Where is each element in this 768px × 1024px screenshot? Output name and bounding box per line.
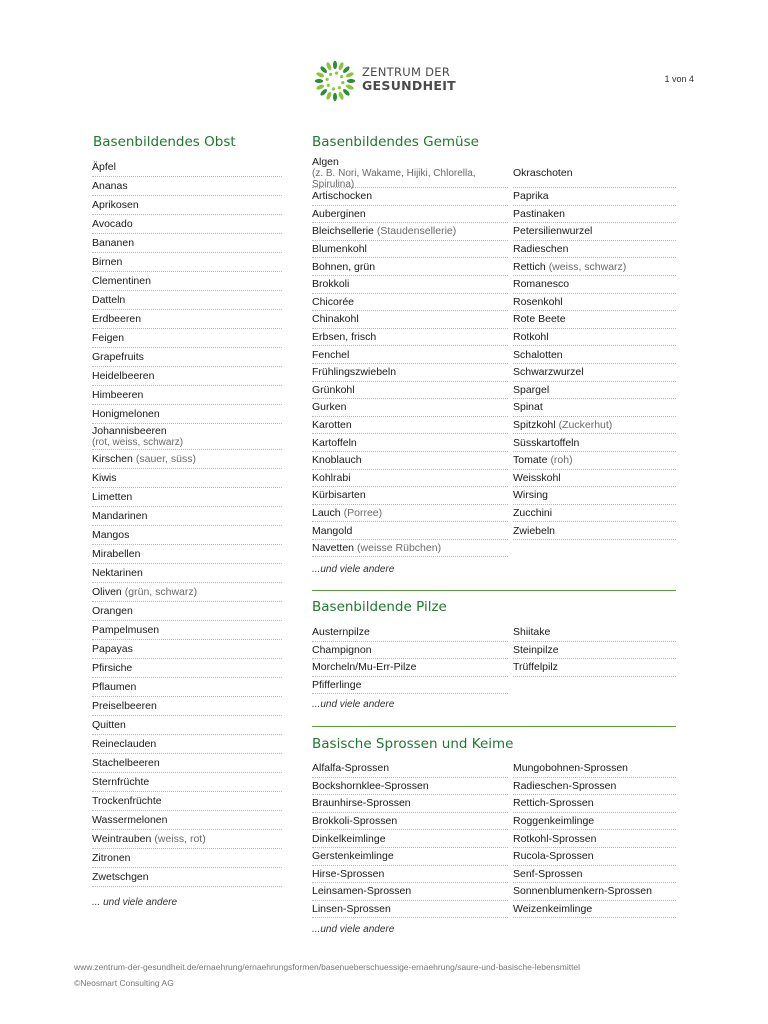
list-item bbox=[92, 583, 282, 602]
item-name: Bohnen, grün bbox=[312, 260, 376, 273]
list-item bbox=[513, 778, 676, 796]
logo-leaf bbox=[345, 84, 354, 91]
list-item bbox=[513, 813, 676, 831]
item-name: Datteln bbox=[92, 294, 126, 306]
item-name: Oliven bbox=[92, 586, 122, 598]
list-item bbox=[312, 452, 508, 470]
logo-leaf bbox=[345, 71, 354, 78]
item-name: Rotkohl-Sprossen bbox=[513, 832, 597, 845]
list-item bbox=[513, 642, 676, 660]
item-name: Limetten bbox=[92, 491, 133, 503]
list-item bbox=[513, 505, 676, 523]
list-item bbox=[312, 642, 508, 660]
item-note: (sauer, süss) bbox=[135, 453, 196, 465]
list-item bbox=[92, 291, 282, 310]
list-item bbox=[312, 795, 508, 813]
item-name: Clementinen bbox=[92, 275, 151, 287]
gemuese-list-right bbox=[513, 160, 676, 540]
sprossen-more: ...und viele andere bbox=[312, 924, 395, 935]
list-item bbox=[513, 276, 676, 294]
list-item bbox=[312, 866, 508, 884]
list-item bbox=[92, 450, 282, 469]
item-name: Stachelbeeren bbox=[92, 757, 160, 769]
logo-dot bbox=[327, 84, 330, 87]
item-name: Zwetschgen bbox=[92, 871, 149, 883]
item-note: (weiss, rot) bbox=[154, 833, 206, 845]
item-name: Bleichsellerie bbox=[312, 225, 374, 238]
divider bbox=[312, 590, 676, 591]
logo-leaf bbox=[333, 61, 337, 69]
list-item bbox=[513, 346, 676, 364]
item-name: Rote Beete bbox=[513, 313, 566, 326]
item-name: Linsen-Sprossen bbox=[312, 903, 391, 916]
item-name: Mungobohnen-Sprossen bbox=[513, 762, 628, 775]
list-item bbox=[312, 294, 508, 312]
list-item bbox=[312, 830, 508, 848]
list-item bbox=[92, 469, 282, 488]
footer-copyright: ©Neosmart Consulting AG bbox=[74, 978, 174, 988]
item-name: Navetten bbox=[312, 542, 355, 555]
pilze-title: Basenbildende Pilze bbox=[312, 599, 447, 615]
item-name: Alfalfa-Sprossen bbox=[312, 762, 390, 775]
item-name: Mirabellen bbox=[92, 548, 141, 560]
list-item bbox=[513, 241, 676, 259]
logo-leaf bbox=[342, 88, 351, 97]
item-name: Rettich-Sprossen bbox=[513, 797, 594, 810]
list-item bbox=[513, 522, 676, 540]
list-item bbox=[92, 621, 282, 640]
item-name: Paprika bbox=[513, 190, 549, 203]
item-name: Kirschen bbox=[92, 453, 133, 465]
item-name: Grünkohl bbox=[312, 383, 355, 396]
item-name: Auberginen bbox=[312, 207, 366, 220]
list-item bbox=[513, 624, 676, 642]
logo-dot bbox=[329, 73, 332, 76]
list-item bbox=[312, 505, 508, 523]
item-name: Nektarinen bbox=[92, 567, 143, 579]
list-item bbox=[513, 399, 676, 417]
list-item bbox=[312, 399, 508, 417]
list-item bbox=[312, 848, 508, 866]
item-name: Spitzkohl bbox=[513, 419, 556, 432]
list-item bbox=[312, 470, 508, 488]
list-item bbox=[513, 382, 676, 400]
list-item bbox=[312, 311, 508, 329]
item-name: Birnen bbox=[92, 256, 123, 268]
list-item bbox=[513, 434, 676, 452]
item-name: Lauch bbox=[312, 506, 341, 519]
list-item bbox=[513, 452, 676, 470]
list-item bbox=[312, 522, 508, 540]
item-name: Champignon bbox=[312, 643, 372, 656]
list-item bbox=[92, 507, 282, 526]
list-item bbox=[92, 830, 282, 849]
logo-leaf bbox=[338, 62, 345, 71]
item-name: Rotkohl bbox=[513, 331, 549, 344]
list-item bbox=[513, 830, 676, 848]
logo-leaf bbox=[333, 93, 337, 101]
item-name: Okraschoten bbox=[513, 167, 573, 179]
list-item bbox=[312, 417, 508, 435]
logo-leaf bbox=[347, 79, 355, 83]
list-item bbox=[92, 716, 282, 735]
page-number: 1 von 4 bbox=[664, 74, 694, 84]
list-item bbox=[312, 883, 508, 901]
item-name: Kartoffeln bbox=[312, 436, 357, 449]
list-item bbox=[92, 272, 282, 291]
list-item bbox=[513, 206, 676, 224]
list-item bbox=[312, 540, 508, 558]
list-item bbox=[312, 329, 508, 347]
item-name: Quitten bbox=[92, 719, 126, 731]
item-name: Wassermelonen bbox=[92, 814, 168, 826]
item-name: Bananen bbox=[92, 237, 135, 249]
item-name: Spinat bbox=[513, 401, 543, 414]
item-name: Weizenkeimlinge bbox=[513, 903, 593, 916]
list-item bbox=[312, 364, 508, 382]
item-name: Braunhirse-Sprossen bbox=[312, 797, 411, 810]
item-name: Weintrauben bbox=[92, 833, 152, 845]
item-name: Weisskohl bbox=[513, 471, 561, 484]
item-name: Avocado bbox=[92, 218, 133, 230]
list-item bbox=[312, 677, 508, 695]
item-name: Roggenkeimlinge bbox=[513, 815, 595, 828]
list-item bbox=[312, 487, 508, 505]
obst-more: ... und viele andere bbox=[92, 897, 178, 908]
item-name: Mangold bbox=[312, 524, 353, 537]
item-name: Schwarzwurzel bbox=[513, 366, 584, 379]
item-name: Kiwis bbox=[92, 472, 117, 484]
item-name: Karotten bbox=[312, 419, 352, 432]
item-name: Sonnenblumenkern-Sprossen bbox=[513, 885, 652, 898]
item-name: Hirse-Sprossen bbox=[312, 867, 385, 880]
item-name: Brokkoli bbox=[312, 278, 350, 291]
list-item bbox=[92, 792, 282, 811]
list-item bbox=[513, 311, 676, 329]
logo-leaf bbox=[342, 65, 351, 74]
list-item bbox=[312, 258, 508, 276]
item-name: Steinpilze bbox=[513, 643, 559, 656]
list-item bbox=[92, 868, 282, 887]
item-note: (weiss, schwarz) bbox=[548, 260, 627, 273]
item-note: (Zuckerhut) bbox=[558, 419, 613, 432]
list-item bbox=[92, 367, 282, 386]
divider bbox=[312, 726, 676, 727]
item-name: Rucola-Sprossen bbox=[513, 850, 594, 863]
item-name: Erbsen, frisch bbox=[312, 331, 377, 344]
item-name: Shiitake bbox=[513, 626, 551, 639]
item-name: Gurken bbox=[312, 401, 347, 414]
sprossen-list-left bbox=[312, 760, 508, 918]
list-item bbox=[513, 364, 676, 382]
list-item bbox=[312, 223, 508, 241]
list-item bbox=[92, 811, 282, 830]
list-item bbox=[92, 405, 282, 424]
item-name: Äpfel bbox=[92, 161, 116, 173]
item-name: Feigen bbox=[92, 332, 125, 344]
footer-url[interactable]: www.zentrum-der-gesundheit.de/ernaehrung/ernaehrungsformen/basenueberschuessige-ernaehrung/saure-und-basische-lebensmittel bbox=[74, 962, 581, 972]
item-name: Kohlrabi bbox=[312, 471, 351, 484]
list-item bbox=[92, 640, 282, 659]
list-item bbox=[92, 177, 282, 196]
item-name: Brokkoli-Sprossen bbox=[312, 815, 398, 828]
item-name: Trockenfrüchte bbox=[92, 795, 162, 807]
item-name: Chicorée bbox=[312, 295, 355, 308]
gemuese-title: Basenbildendes Gemüse bbox=[312, 134, 479, 150]
list-item bbox=[92, 773, 282, 792]
item-name: Wirsing bbox=[513, 489, 549, 502]
item-name: Tomate bbox=[513, 454, 548, 467]
list-item bbox=[92, 697, 282, 716]
list-item bbox=[513, 294, 676, 312]
list-item bbox=[92, 602, 282, 621]
list-item bbox=[92, 329, 282, 348]
item-name: Heidelbeeren bbox=[92, 370, 155, 382]
item-name: Pflaumen bbox=[92, 681, 137, 693]
gemuese-more: ...und viele andere bbox=[312, 564, 395, 575]
list-item bbox=[513, 188, 676, 206]
item-name: Pfifferlinge bbox=[312, 679, 362, 692]
list-item bbox=[312, 813, 508, 831]
item-name: Rettich bbox=[513, 260, 546, 273]
item-note: (Staudensellerie) bbox=[376, 225, 457, 238]
item-note: (roh) bbox=[550, 454, 573, 467]
list-item bbox=[92, 526, 282, 545]
logo-dot bbox=[326, 78, 329, 81]
list-item bbox=[92, 253, 282, 272]
list-item bbox=[513, 866, 676, 884]
item-name: Pampelmusen bbox=[92, 624, 160, 636]
pilze-list-right bbox=[513, 624, 676, 677]
list-item bbox=[312, 624, 508, 642]
list-item bbox=[513, 848, 676, 866]
item-name: Preiselbeeren bbox=[92, 700, 157, 712]
logo-dot bbox=[335, 72, 338, 75]
item-name: Romanesco bbox=[513, 278, 570, 291]
list-item bbox=[92, 348, 282, 367]
logo-leaf bbox=[316, 71, 325, 78]
item-name: Grapefruits bbox=[92, 351, 144, 363]
logo-leaf bbox=[315, 79, 323, 83]
item-name: Dinkelkeimlinge bbox=[312, 832, 386, 845]
list-item bbox=[312, 382, 508, 400]
item-name: Zitronen bbox=[92, 852, 131, 864]
item-name: Johannisbeeren bbox=[92, 424, 167, 437]
item-name: Trüffelpilz bbox=[513, 661, 558, 674]
list-item bbox=[92, 310, 282, 329]
gemuese-list-left bbox=[312, 156, 508, 557]
list-item bbox=[92, 488, 282, 507]
item-name: Gerstenkeimlinge bbox=[312, 850, 394, 863]
item-name: Orangen bbox=[92, 605, 133, 617]
list-item bbox=[312, 778, 508, 796]
list-item bbox=[92, 545, 282, 564]
item-note: (grün, schwarz) bbox=[124, 586, 198, 598]
list-item bbox=[312, 659, 508, 677]
item-name: Aprikosen bbox=[92, 199, 139, 211]
list-item bbox=[92, 386, 282, 405]
item-name: Artischocken bbox=[312, 190, 373, 203]
list-item bbox=[92, 735, 282, 754]
list-item bbox=[513, 901, 676, 919]
list-item bbox=[92, 678, 282, 697]
item-name: Leinsamen-Sprossen bbox=[312, 885, 412, 898]
obst-list bbox=[92, 158, 282, 887]
pilze-list-left bbox=[312, 624, 508, 694]
item-note: (rot, weiss, schwarz) bbox=[92, 436, 184, 448]
item-name: Erdbeeren bbox=[92, 313, 142, 325]
item-name: Zwiebeln bbox=[513, 524, 556, 537]
list-item bbox=[513, 258, 676, 276]
list-item bbox=[513, 223, 676, 241]
logo-dot bbox=[332, 87, 335, 90]
list-item bbox=[513, 487, 676, 505]
list-item bbox=[312, 760, 508, 778]
logo-leaf bbox=[325, 62, 332, 71]
item-name: Zucchini bbox=[513, 506, 553, 519]
item-name: Mandarinen bbox=[92, 510, 148, 522]
list-item bbox=[92, 234, 282, 253]
obst-title: Basenbildendes Obst bbox=[93, 134, 236, 150]
logo-leaf bbox=[316, 84, 325, 91]
item-name: Sternfrüchte bbox=[92, 776, 150, 788]
item-note: (Porree) bbox=[343, 506, 383, 519]
list-item bbox=[92, 424, 282, 450]
list-item bbox=[92, 564, 282, 583]
list-item bbox=[513, 659, 676, 677]
logo-leaf bbox=[338, 91, 345, 100]
item-name: Pastinaken bbox=[513, 207, 565, 220]
item-name: Knoblauch bbox=[312, 454, 362, 467]
list-item bbox=[92, 849, 282, 868]
item-name: Himbeeren bbox=[92, 389, 144, 401]
logo-dot bbox=[340, 75, 343, 78]
logo-line1: ZENTRUM DER bbox=[362, 65, 451, 79]
logo-dot bbox=[338, 86, 341, 89]
item-name: Algen bbox=[312, 156, 339, 168]
item-name: Reineclauden bbox=[92, 738, 157, 750]
logo-dot bbox=[341, 81, 344, 84]
list-item bbox=[92, 659, 282, 678]
item-name: Chinakohl bbox=[312, 313, 359, 326]
item-name: Fenchel bbox=[312, 348, 350, 361]
logo-leaf bbox=[319, 88, 328, 97]
list-item bbox=[513, 160, 676, 188]
item-name: Spargel bbox=[513, 383, 550, 396]
item-name: Austernpilze bbox=[312, 626, 370, 639]
logo-text bbox=[362, 66, 456, 92]
item-name: Mangos bbox=[92, 529, 130, 541]
item-name: Süsskartoffeln bbox=[513, 436, 580, 449]
list-item bbox=[312, 901, 508, 919]
list-item bbox=[513, 329, 676, 347]
logo-leaf bbox=[319, 65, 328, 74]
list-item bbox=[92, 158, 282, 177]
list-item bbox=[513, 795, 676, 813]
list-item bbox=[312, 241, 508, 259]
list-item bbox=[312, 206, 508, 224]
list-item bbox=[92, 196, 282, 215]
list-item bbox=[92, 215, 282, 234]
logo-line2: GESUNDHEIT bbox=[362, 78, 456, 93]
list-item bbox=[312, 434, 508, 452]
item-name: Radieschen bbox=[513, 243, 569, 256]
list-item bbox=[312, 156, 508, 190]
list-item bbox=[312, 188, 508, 206]
sprossen-list-right bbox=[513, 760, 676, 918]
item-name: Petersilienwurzel bbox=[513, 225, 593, 238]
item-name: Radieschen-Sprossen bbox=[513, 779, 617, 792]
item-note: (z. B. Nori, Wakame, Hijiki, Chlorella, Spirulina) bbox=[312, 168, 476, 190]
item-name: Ananas bbox=[92, 180, 128, 192]
item-note: (weisse Rübchen) bbox=[357, 542, 442, 555]
item-name: Morcheln/Mu-Err-Pilze bbox=[312, 661, 417, 674]
list-item bbox=[513, 883, 676, 901]
list-item bbox=[312, 346, 508, 364]
item-name: Blumenkohl bbox=[312, 243, 367, 256]
list-item bbox=[513, 470, 676, 488]
item-name: Schalotten bbox=[513, 348, 563, 361]
item-name: Kürbisarten bbox=[312, 489, 366, 502]
logo-leaf bbox=[325, 91, 332, 100]
list-item bbox=[92, 754, 282, 773]
item-name: Frühlingszwiebeln bbox=[312, 366, 397, 379]
sprossen-title: Basische Sprossen und Keime bbox=[312, 736, 514, 752]
item-name: Rosenkohl bbox=[513, 295, 563, 308]
item-name: Bockshornklee-Sprossen bbox=[312, 779, 429, 792]
item-name: Senf-Sprossen bbox=[513, 867, 583, 880]
list-item bbox=[513, 417, 676, 435]
item-name: Papayas bbox=[92, 643, 133, 655]
item-name: Honigmelonen bbox=[92, 408, 160, 420]
list-item bbox=[513, 760, 676, 778]
list-item bbox=[312, 276, 508, 294]
pilze-more: ...und viele andere bbox=[312, 699, 395, 710]
logo-leaf-ring-icon bbox=[312, 58, 358, 104]
item-name: Pfirsiche bbox=[92, 662, 133, 674]
